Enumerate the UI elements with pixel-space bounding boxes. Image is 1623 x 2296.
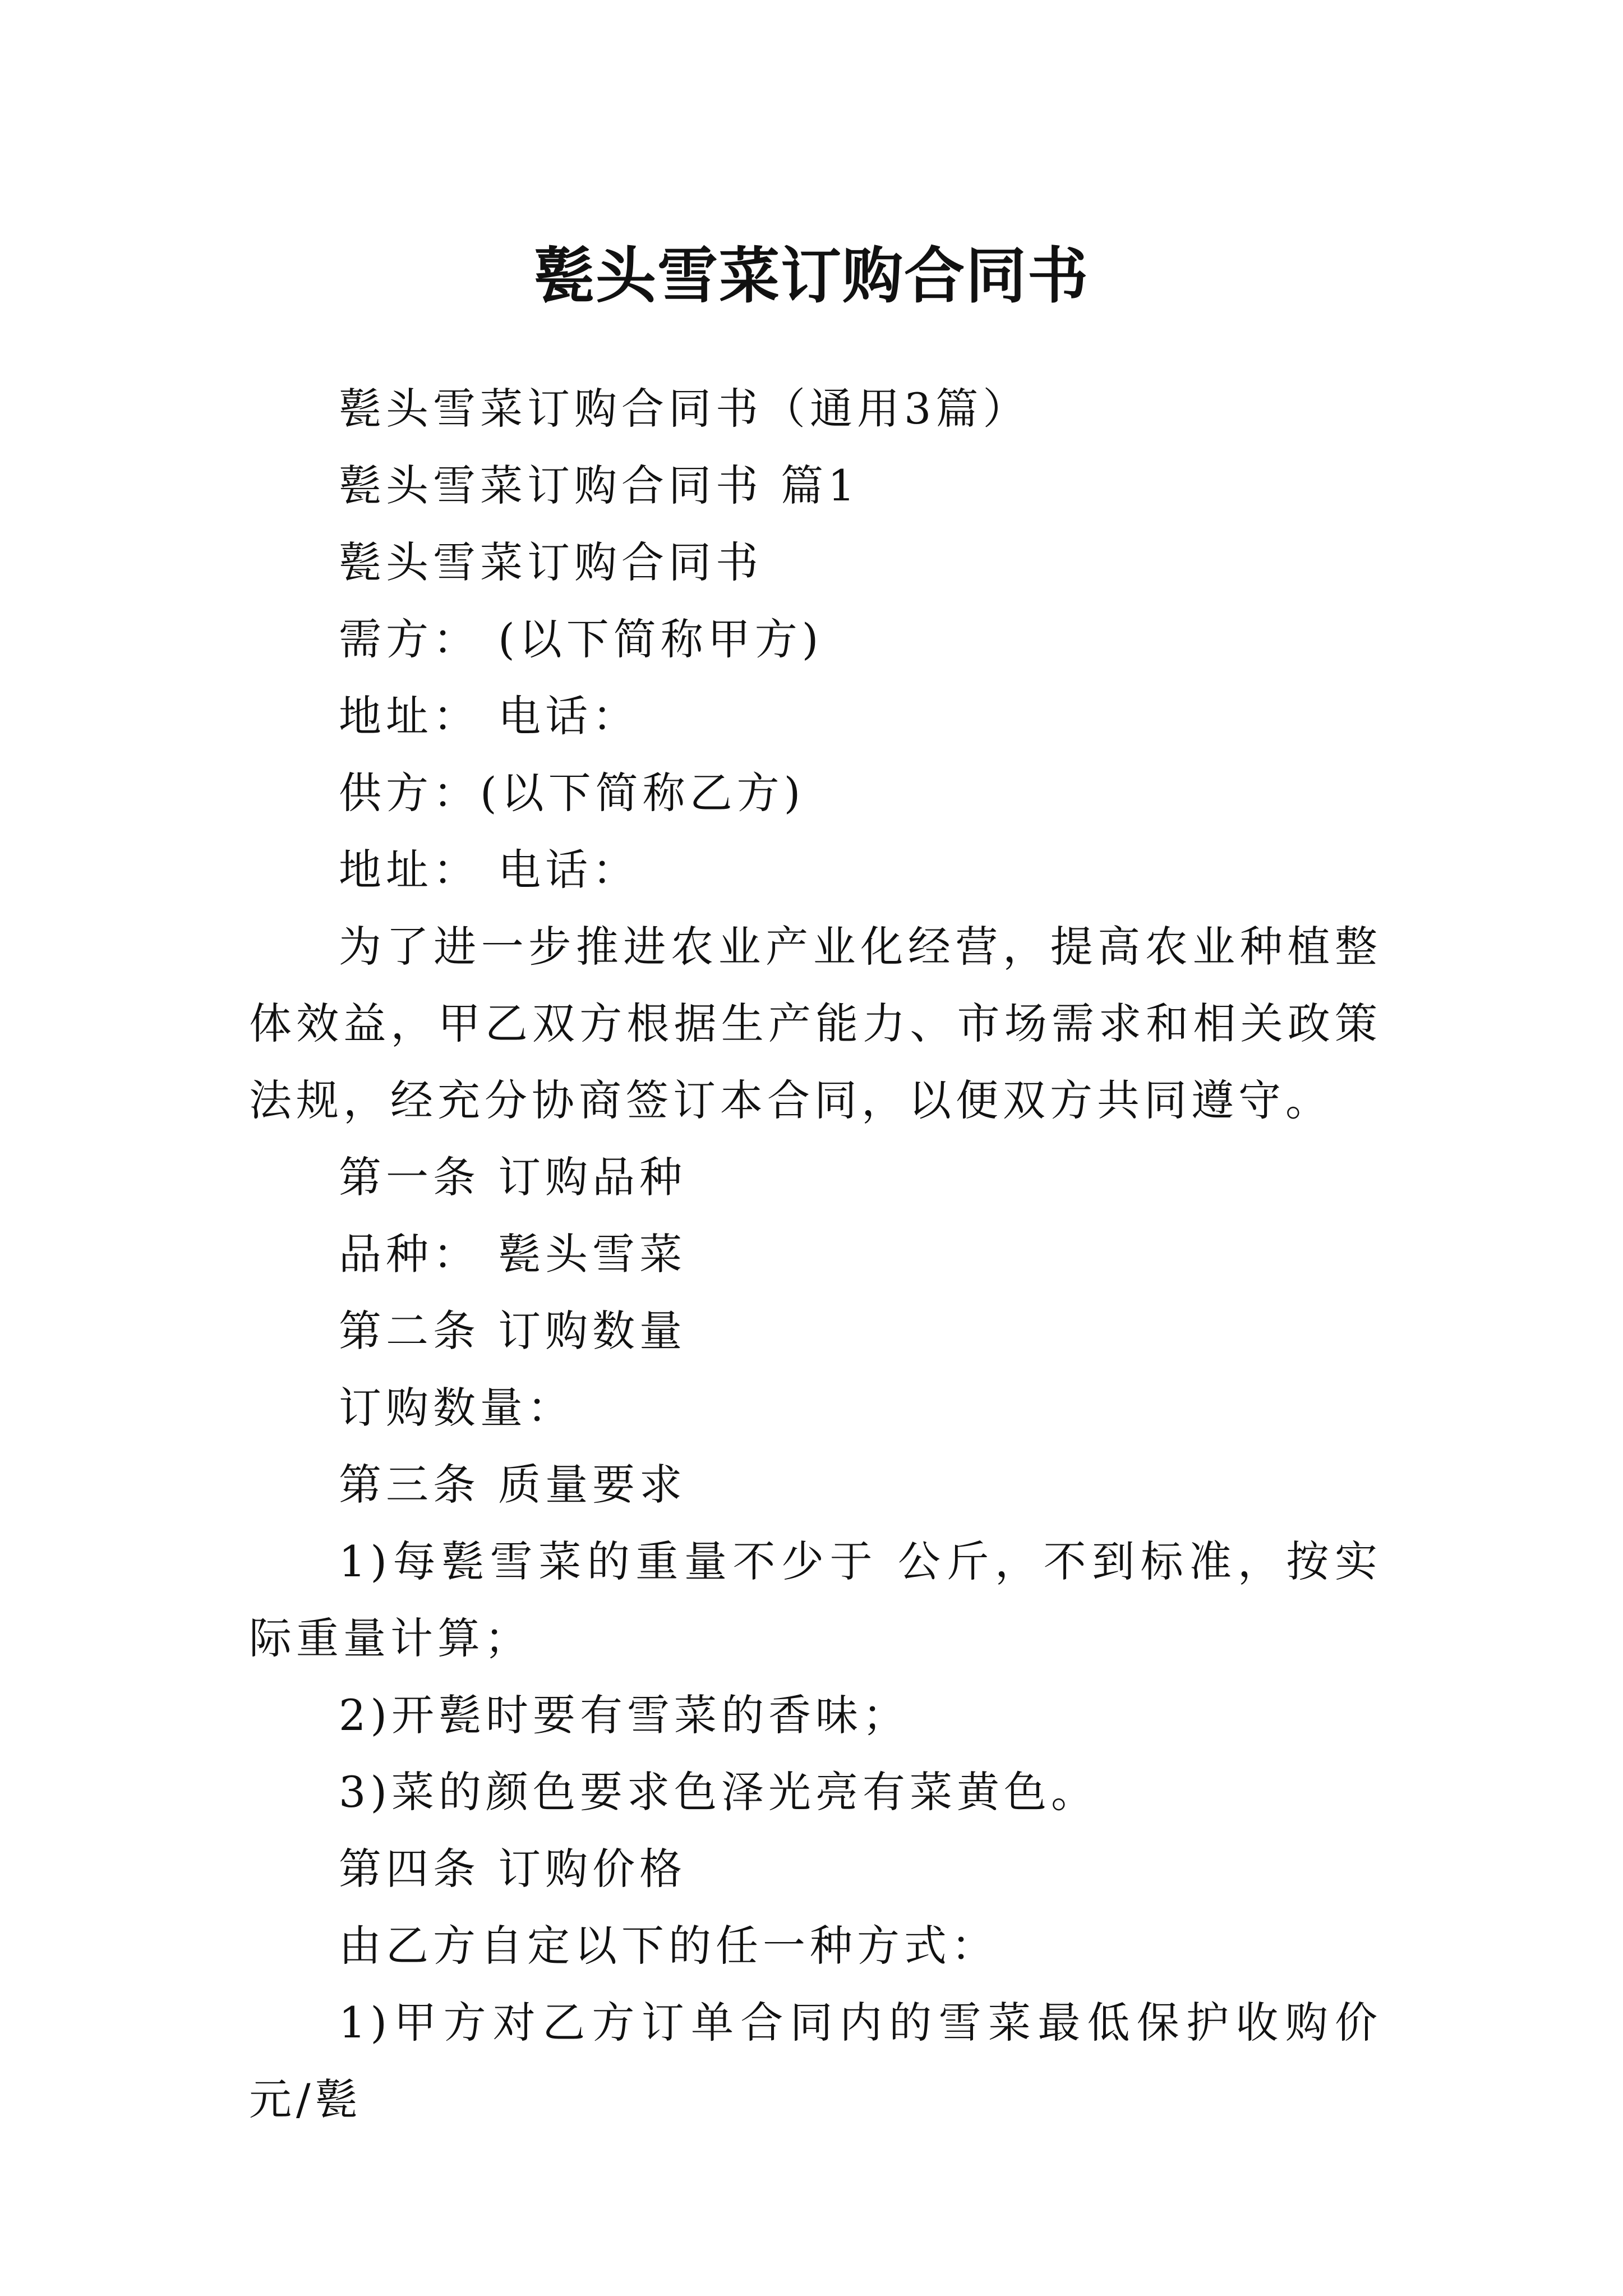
paragraph-contract-name: 甏头雪菜订购合同书 [339, 537, 763, 587]
paragraph-price-method: 由乙方自定以下的任一种方式： [339, 1921, 998, 1971]
paragraph-collection-title: 甏头雪菜订购合同书（通用3篇） [339, 384, 1030, 434]
paragraph-buyer-address: 地址： 电话： [339, 691, 640, 741]
paragraph-preamble: 为了进一步推进农业产业化经营，提高农业种植整体效益，甲乙双方根据生产能力、市场需求和相关政策法规，经充分协商签订本合同，以便双方共同遵守。 [249, 922, 1382, 1125]
paragraph-quality-2: 2)开甏时要有雪菜的香味； [339, 1690, 910, 1740]
paragraph-variety: 品种： 甏头雪菜 [339, 1229, 687, 1279]
paragraph-quality-3: 3)菜的颜色要求色泽光亮有菜黄色。 [339, 1767, 1099, 1817]
paragraph-supplier: 供方：(以下简称乙方) [339, 768, 805, 818]
paragraph-article-2-heading: 第二条 订购数量 [339, 1306, 687, 1356]
document-title: 甏头雪菜订购合同书 [533, 241, 1089, 312]
paragraph-quantity: 订购数量： [339, 1383, 574, 1433]
paragraph-price-1: 1)甲方对乙方订单合同内的雪菜最低保护收购价 元/甏 [249, 1998, 1382, 2124]
paragraph-article-1-heading: 第一条 订购品种 [339, 1152, 687, 1202]
paragraph-quality-1: 1)每甏雪菜的重量不少于 公斤，不到标准，按实际重量计算； [249, 1536, 1382, 1663]
paragraph-buyer: 需方： (以下简称甲方) [339, 614, 823, 664]
paragraph-article-heading: 甏头雪菜订购合同书 篇1 [339, 461, 860, 510]
paragraph-article-4-heading: 第四条 订购价格 [339, 1844, 687, 1894]
document-body [249, 370, 1382, 2138]
paragraph-supplier-address: 地址： 电话： [339, 845, 640, 895]
paragraph-article-3-heading: 第三条 质量要求 [339, 1460, 687, 1510]
